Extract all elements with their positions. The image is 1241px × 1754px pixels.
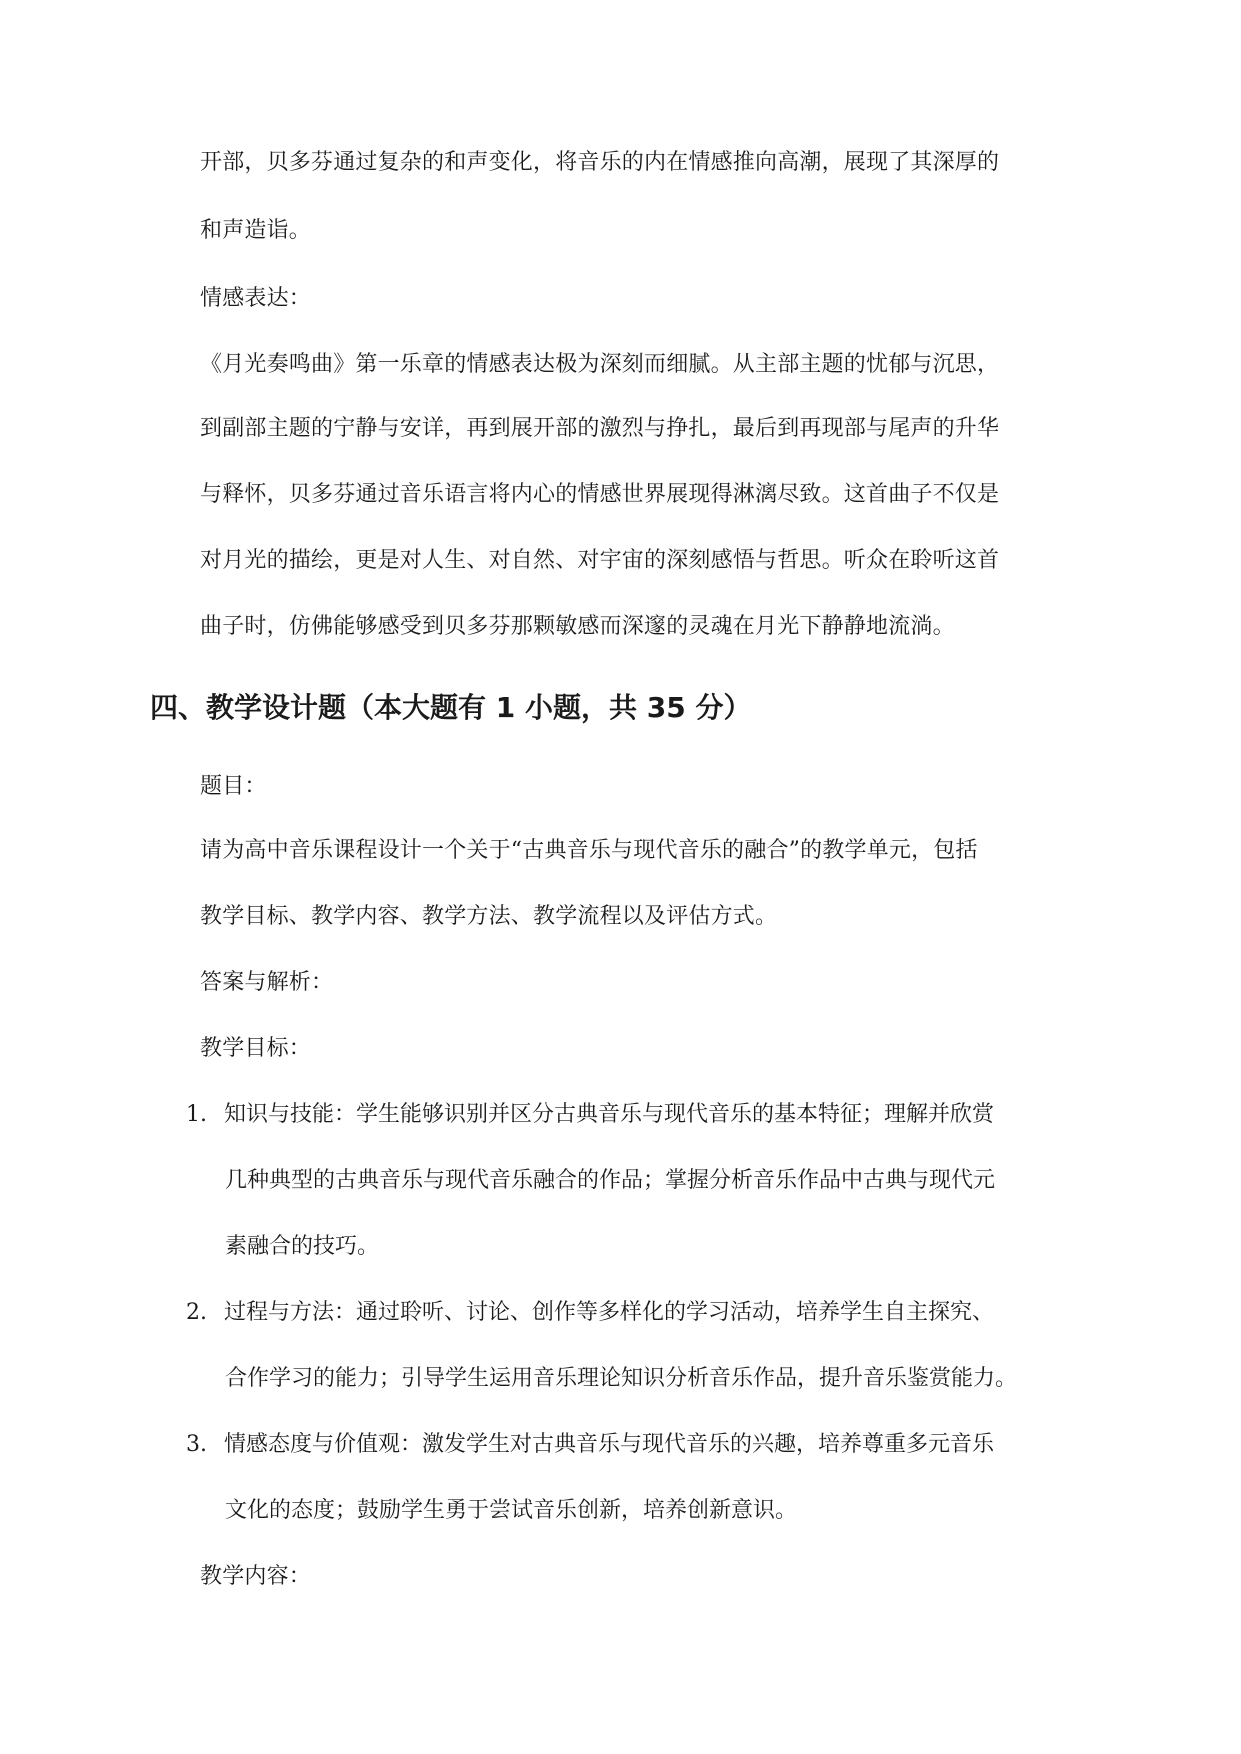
content-label: 教学内容： bbox=[200, 1564, 312, 1589]
question-label: 题目： bbox=[200, 774, 267, 799]
list-item bbox=[186, 1298, 994, 1328]
objectives-label: 教学目标： bbox=[200, 1036, 312, 1061]
list-text: 知识与技能：学生能够识别并区分古典音乐与现代音乐的基本特征；理解并欣赏 bbox=[224, 1102, 995, 1127]
list-text: 素融合的技巧。 bbox=[225, 1234, 380, 1259]
list-number: 2. bbox=[186, 1300, 207, 1325]
list-number: 3. bbox=[186, 1432, 207, 1457]
answer-label: 答案与解析： bbox=[200, 970, 334, 995]
list-number: 1. bbox=[186, 1102, 207, 1127]
list-text: 情感态度与价值观：激发学生对古典音乐与现代音乐的兴趣，培养尊重多元音乐 bbox=[224, 1432, 995, 1457]
list-item bbox=[186, 1430, 994, 1460]
text-line: 与释怀，贝多芬通过音乐语言将内心的情感世界展现得淋漓尽致。这首曲子不仅是 bbox=[200, 482, 1000, 507]
list-item bbox=[186, 1100, 994, 1130]
list-text: 文化的态度；鼓励学生勇于尝试音乐创新，培养创新意识。 bbox=[225, 1498, 798, 1523]
text-line: 开部，贝多芬通过复杂的和声变化，将音乐的内在情感推向高潮，展现了其深厚的 bbox=[200, 150, 1000, 175]
section-heading: 四、教学设计题（本大题有 1 小题，共 35 分） bbox=[150, 691, 752, 724]
list-text: 几种典型的古典音乐与现代音乐融合的作品；掌握分析音乐作品中古典与现代元 bbox=[225, 1168, 996, 1193]
text-line: 对月光的描绘，更是对人生、对自然、对宇宙的深刻感悟与哲思。听众在聆听这首 bbox=[200, 548, 1000, 573]
text-line: 《月光奏鸣曲》第一乐章的情感表达极为深刻而细腻。从主部主题的忧郁与沉思， bbox=[200, 352, 1000, 377]
text-line: 曲子时，仿佛能够感受到贝多芬那颗敏感而深邃的灵魂在月光下静静地流淌。 bbox=[200, 614, 955, 639]
subheading-emotion: 情感表达： bbox=[200, 286, 312, 311]
text-line: 和声造诣。 bbox=[200, 218, 312, 243]
text-line: 请为高中音乐课程设计一个关于“古典音乐与现代音乐的融合”的教学单元，包括 bbox=[200, 838, 978, 863]
text-line: 教学目标、教学内容、教学方法、教学流程以及评估方式。 bbox=[200, 904, 778, 929]
list-text: 合作学习的能力；引导学生运用音乐理论知识分析音乐作品，提升音乐鉴赏能力。 bbox=[225, 1366, 1018, 1391]
text-line: 到副部主题的宁静与安详，再到展开部的激烈与挣扎，最后到再现部与尾声的升华 bbox=[200, 416, 1000, 441]
list-text: 过程与方法：通过聆听、讨论、创作等多样化的学习活动，培养学生自主探究、 bbox=[224, 1300, 995, 1325]
